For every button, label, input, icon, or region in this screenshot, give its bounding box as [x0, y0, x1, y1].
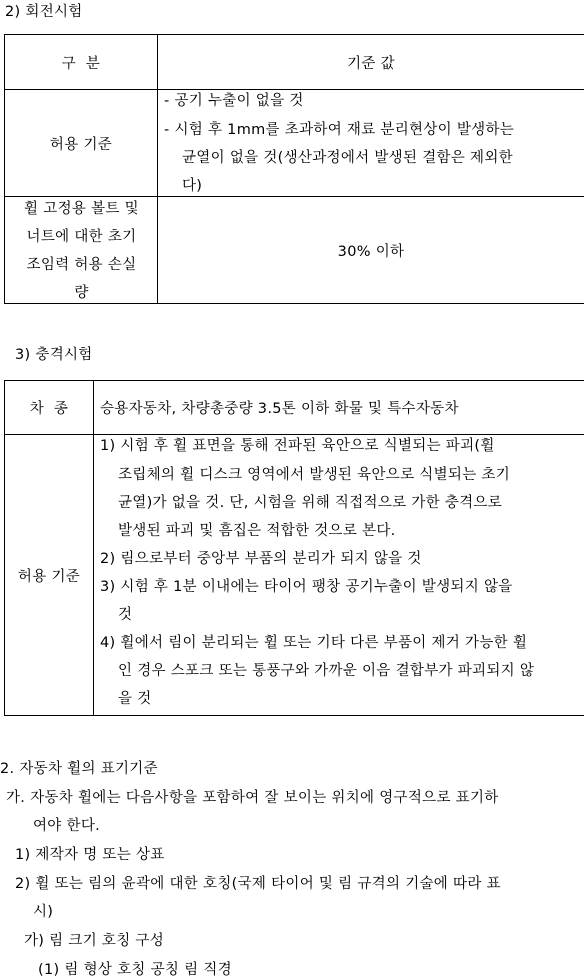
- row-allowable-criteria-label: 허용 기준: [5, 90, 158, 197]
- impact-criteria-line: 3) 시험 후 1분 이내에는 타이어 팽창 공기누출이 발생되지 않을: [100, 575, 513, 596]
- row-bolt-loss-value: 30% 이하: [158, 197, 584, 304]
- rotation-test-table: [4, 34, 584, 304]
- header-standard-value: 기준 값: [158, 35, 584, 90]
- criteria-line: - 시험 후 1mm를 초과하여 재료 분리현상이 발생하는: [164, 118, 514, 139]
- row-allowable-criteria-value: [158, 90, 584, 197]
- vehicle-type-value: 승용자동차, 차량총중량 3.5톤 이하 화물 및 특수자동차: [94, 381, 584, 435]
- impact-criteria-value: [94, 435, 584, 716]
- impact-criteria-line: 조립체의 휠 디스크 영역에서 발생된 육안으로 식별되는 초기: [118, 463, 510, 484]
- bolt-label-line: 량: [5, 281, 158, 302]
- bolt-label-line: 너트에 대한 초기: [5, 225, 158, 246]
- bolt-label-line: 조임력 허용 손실: [5, 253, 158, 274]
- impact-test-heading: 3) 충격시험: [15, 343, 93, 364]
- criteria-line: 다): [182, 174, 202, 195]
- impact-criteria-line: 을 것: [118, 687, 152, 708]
- vehicle-type-label: 차 종: [5, 381, 94, 435]
- item-sub-ga: 가) 림 크기 호칭 구성: [24, 929, 164, 950]
- item-2-line2: 시): [33, 900, 53, 921]
- impact-criteria-line: 1) 시험 후 휠 표면을 통해 전파된 육안으로 식별되는 파괴(휠: [100, 434, 495, 455]
- item-ga-line2: 여야 한다.: [33, 814, 100, 835]
- impact-criteria-label: 허용 기준: [5, 435, 94, 716]
- section-heading: 2. 자동차 휠의 표기기준: [0, 757, 158, 778]
- criteria-line: 균열이 없을 것(생산과정에서 발생된 결함은 제외한: [182, 146, 513, 167]
- rotation-test-heading: 2) 회전시험: [5, 0, 83, 21]
- impact-criteria-line: 발생된 파괴 및 흠집은 적합한 것으로 본다.: [118, 519, 396, 540]
- impact-criteria-line: 균열)가 없을 것. 단, 시험을 위해 직접적으로 가한 충격으로: [118, 491, 502, 512]
- item-sub-1: (1) 림 형상 호칭 공칭 림 직경: [38, 958, 232, 979]
- item-2-line1: 2) 휠 또는 림의 윤곽에 대한 호칭(국제 타이어 및 림 규격의 기술에 따라 표: [15, 872, 501, 893]
- item-1: 1) 제작자 명 또는 상표: [15, 843, 165, 864]
- criteria-line: - 공기 누출이 없을 것: [164, 89, 304, 110]
- impact-criteria-line: 것: [118, 603, 132, 624]
- impact-criteria-line: 4) 휠에서 림이 분리되는 휠 또는 기타 다른 부품이 제거 가능한 휠: [100, 631, 527, 652]
- bolt-label-line: 휠 고정용 볼트 및: [5, 197, 158, 218]
- impact-criteria-line: 인 경우 스포크 또는 통풍구와 가까운 이음 결합부가 파괴되지 않: [118, 659, 534, 680]
- item-ga-line1: 가. 자동차 휠에는 다음사항을 포함하여 잘 보이는 위치에 영구적으로 표기하: [6, 786, 499, 807]
- header-division: 구 분: [5, 35, 158, 90]
- row-bolt-loss-label: [5, 197, 158, 304]
- impact-test-table: [4, 380, 584, 716]
- impact-criteria-line: 2) 림으로부터 중앙부 부품의 분리가 되지 않을 것: [100, 547, 422, 568]
